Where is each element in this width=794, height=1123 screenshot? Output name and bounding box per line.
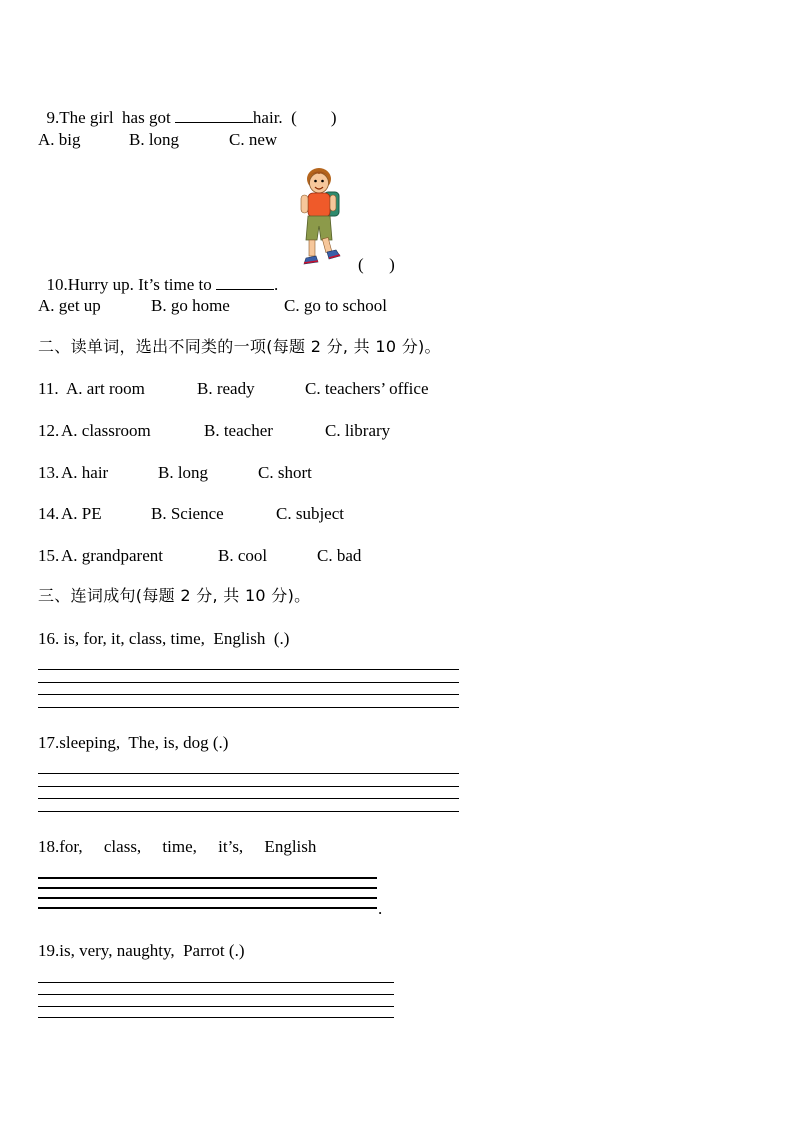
question-10-prefix: 10.Hurry up. It’s time to <box>46 275 217 294</box>
schoolboy-with-backpack-icon <box>294 166 346 268</box>
answer-line[interactable] <box>38 694 459 695</box>
answer-line[interactable] <box>38 877 377 879</box>
question-9-prefix: 9.The girl has got <box>46 108 175 127</box>
q11-option-c: C. teachers’ office <box>305 379 429 398</box>
q14-option-a: A. PE <box>61 504 102 523</box>
q10-option-a: A. get up <box>38 296 101 315</box>
question-9 <box>38 88 337 128</box>
answer-line[interactable] <box>38 798 459 799</box>
answer-line[interactable] <box>38 897 377 899</box>
q10-option-c: C. go to school <box>284 296 387 315</box>
answer-line[interactable] <box>38 669 459 670</box>
q15-number: 15. <box>38 546 60 565</box>
answer-line[interactable] <box>38 1017 394 1018</box>
q12-option-c: C. library <box>325 421 391 440</box>
question-18-period: . <box>378 899 383 918</box>
q13-option-b: B. long <box>158 463 209 482</box>
q12-option-b: B. teacher <box>204 421 273 440</box>
question-10 <box>38 255 278 295</box>
q12-number: 12. <box>38 421 60 440</box>
answer-blank[interactable] <box>216 275 274 290</box>
q11-number: 11. <box>38 379 59 398</box>
question-10-suffix: . <box>274 275 279 294</box>
answer-line[interactable] <box>38 811 459 812</box>
q12-option-a: A. classroom <box>61 421 151 440</box>
answer-line[interactable] <box>38 1006 394 1007</box>
question-18: 18.for, class, time, it’s, English <box>38 837 317 856</box>
question-10-answer-paren[interactable]: ( ) <box>358 255 395 274</box>
answer-line[interactable] <box>38 994 394 995</box>
answer-line[interactable] <box>38 682 459 683</box>
q13-option-a: A. hair <box>61 463 109 482</box>
q14-number: 14. <box>38 504 60 523</box>
q14-option-b: B. Science <box>151 504 224 523</box>
section-3-heading: 三、连词成句(每题 2 分, 共 10 分)。 <box>38 586 311 605</box>
question-16: 16. is, for, it, class, time, English (.) <box>38 629 290 648</box>
answer-blank[interactable] <box>175 108 253 123</box>
q10-option-b: B. go home <box>151 296 230 315</box>
question-9-suffix: hair. ( ) <box>252 108 337 127</box>
question-17: 17.sleeping, The, is, dog (.) <box>38 733 229 752</box>
q13-option-c: C. short <box>258 463 312 482</box>
section-2-heading: 二、读单词，选出不同类的一项(每题 2 分, 共 10 分)。 <box>38 337 441 356</box>
answer-line[interactable] <box>38 707 459 708</box>
q15-option-c: C. bad <box>317 546 362 565</box>
answer-line[interactable] <box>38 907 377 909</box>
q15-option-b: B. cool <box>218 546 268 565</box>
q9-option-a: A. big <box>38 130 81 149</box>
q15-option-a: A. grandparent <box>61 546 163 565</box>
q9-option-c: C. new <box>229 130 278 149</box>
q11-option-b: B. ready <box>197 379 255 398</box>
q11-option-a: A. art room <box>66 379 145 398</box>
answer-line[interactable] <box>38 887 377 889</box>
answer-line[interactable] <box>38 982 394 983</box>
question-19: 19.is, very, naughty, Parrot (.) <box>38 941 245 960</box>
q13-number: 13. <box>38 463 60 482</box>
answer-line[interactable] <box>38 773 459 774</box>
q14-option-c: C. subject <box>276 504 344 523</box>
answer-line[interactable] <box>38 786 459 787</box>
q9-option-b: B. long <box>129 130 180 149</box>
